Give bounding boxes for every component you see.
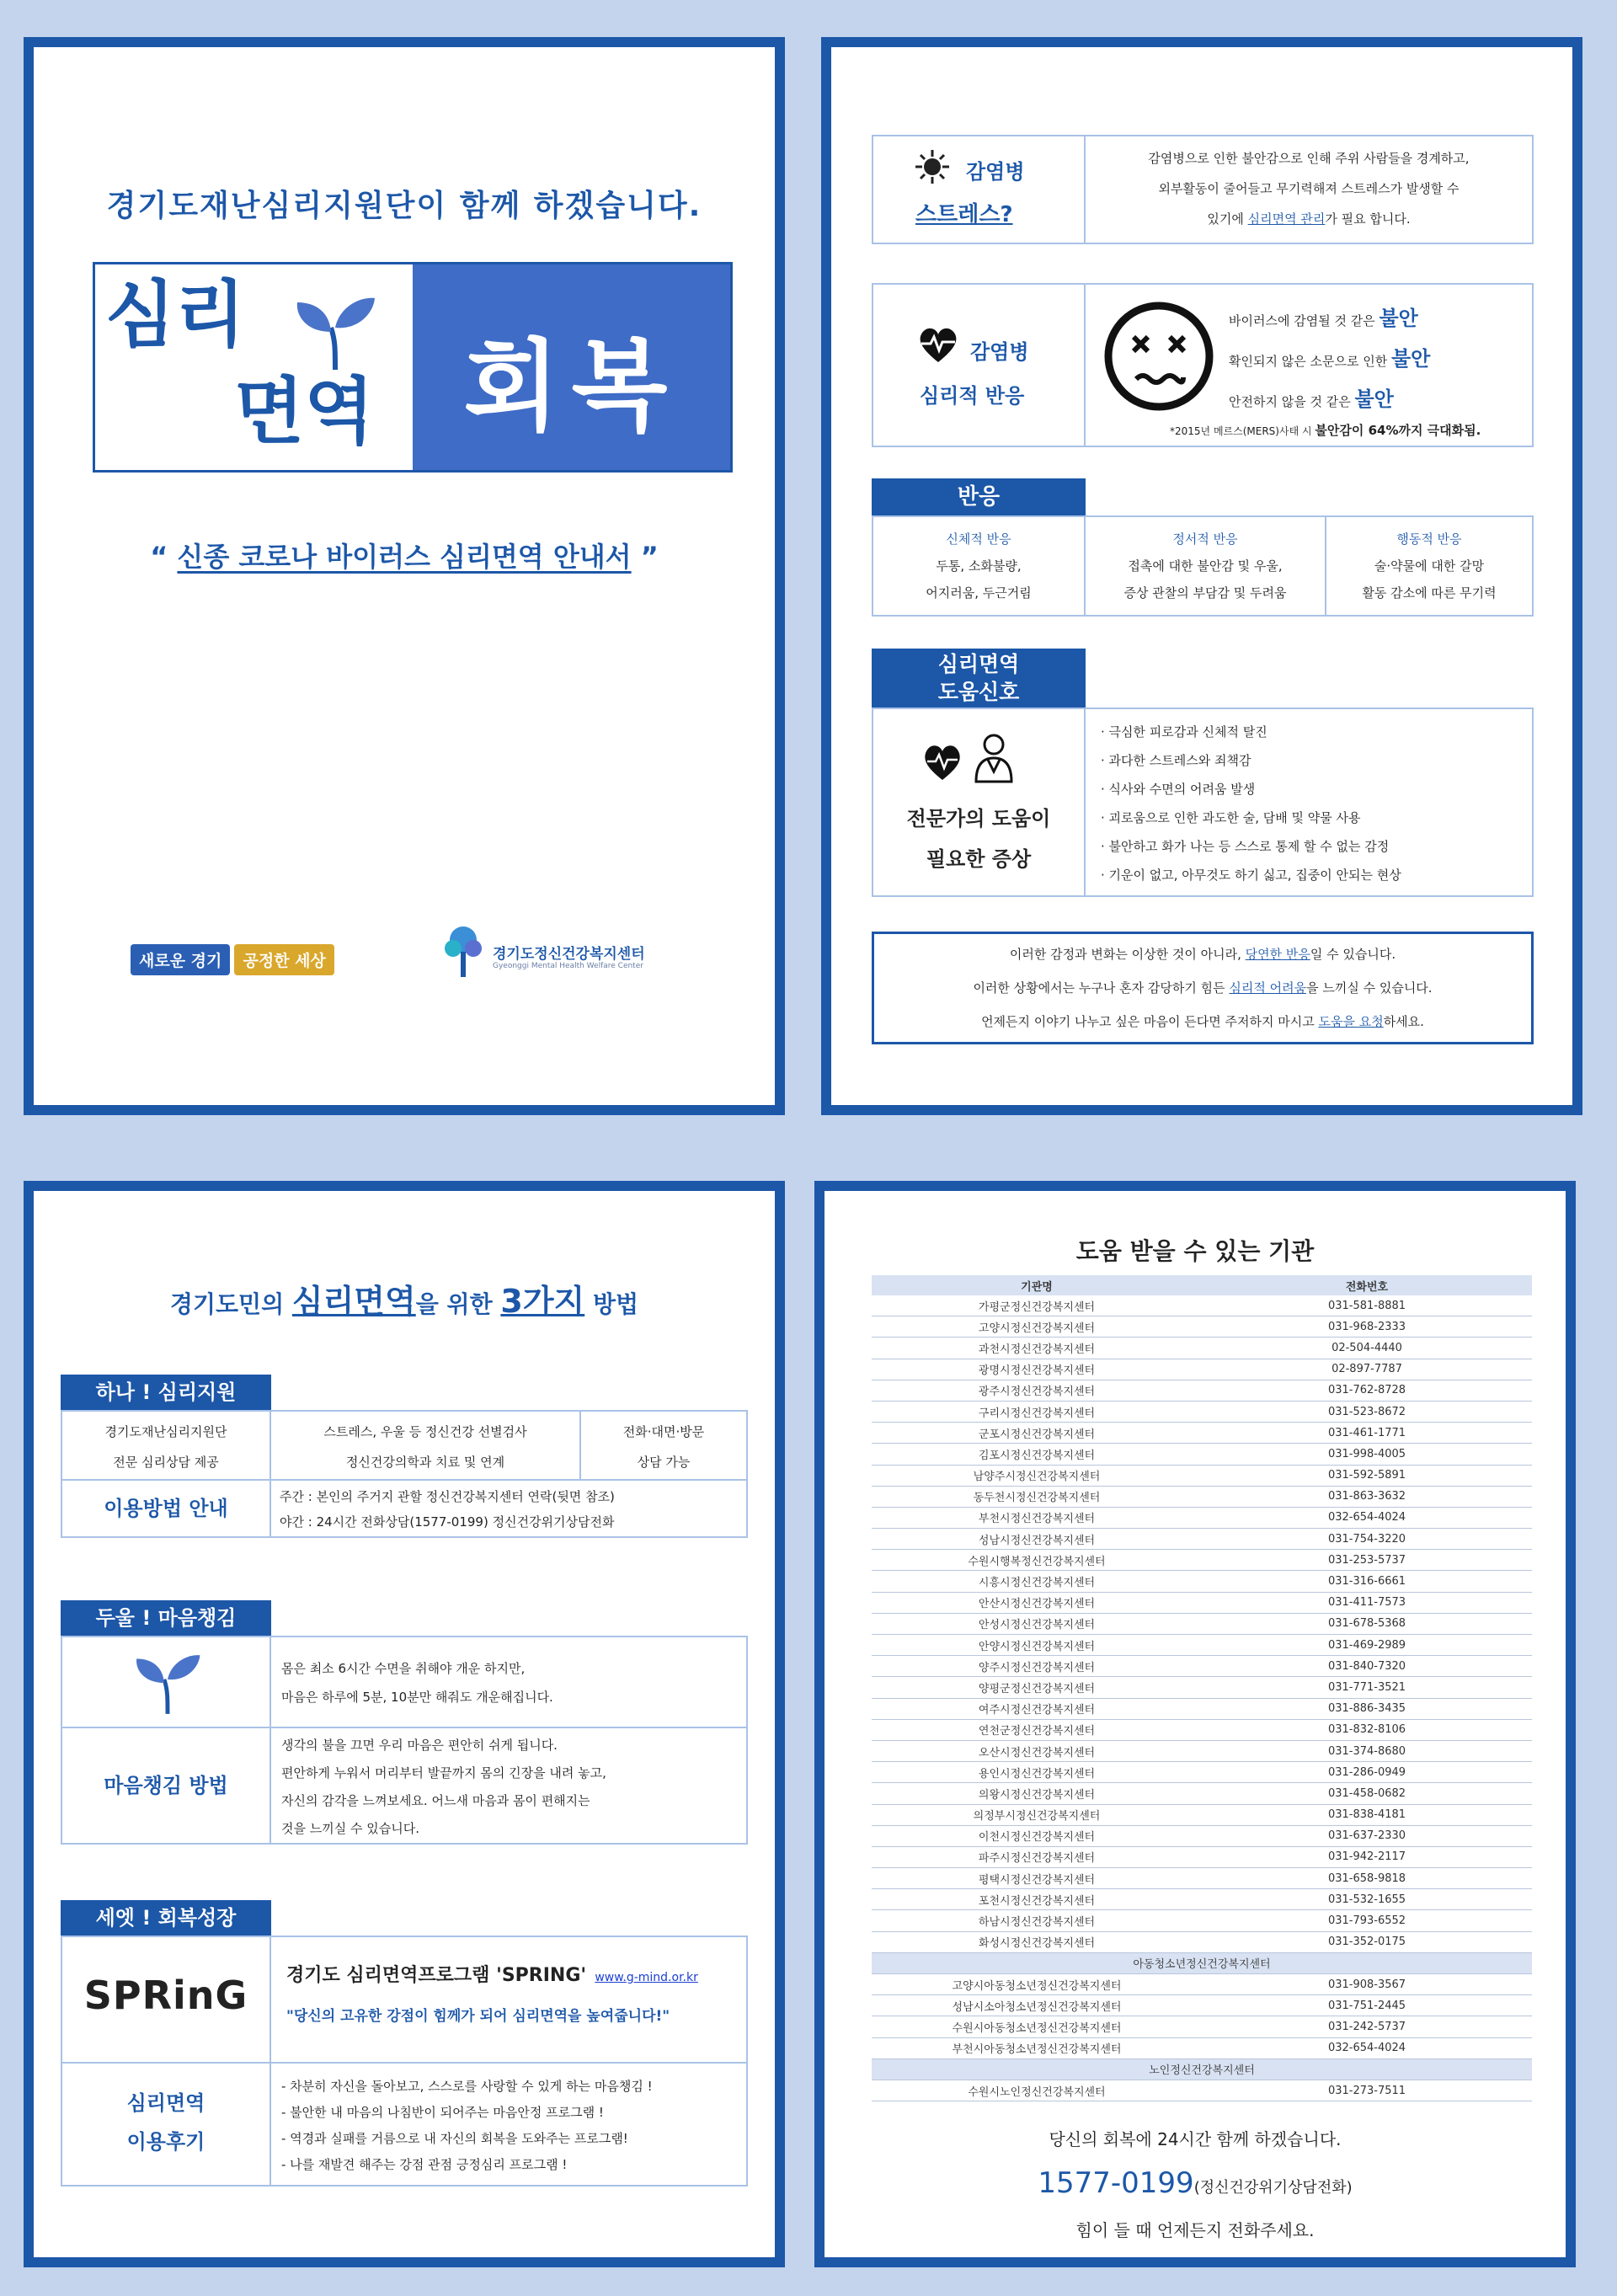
section3-header: 세엣 ! 회복성장: [61, 1900, 271, 1936]
institution-phone: 031-374-8680: [1202, 1740, 1532, 1761]
institution-name: 수원시노인정신건강복지센터: [872, 2080, 1202, 2101]
cover-subtitle-line: [34, 536, 775, 574]
anxiety-2a: 확인되지 않은 소문으로 인한: [1229, 354, 1391, 369]
institution-name: 성남시소아청소년정신건강복지센터: [872, 1995, 1202, 2016]
closing-box: [872, 932, 1534, 1044]
cover-panel: [24, 37, 785, 1115]
sec1-usage-2: 야간 : 24시간 전화상담(1577-0199) 정신건강위기상담전화: [280, 1514, 615, 1530]
institution-phone: 031-886-3435: [1202, 1698, 1532, 1719]
institution-phone: 031-863-3632: [1202, 1486, 1532, 1507]
institution-name: 여주시정신건강복지센터: [872, 1698, 1202, 1719]
closing-2b: 심리적 어려움: [1229, 980, 1307, 996]
sec2-method-1: 생각의 불을 끄면 우리 마음은 편안히 쉬게 됩니다.: [281, 1738, 558, 1753]
table-row: [872, 1825, 1532, 1846]
table-subheader-row: [872, 2058, 1532, 2080]
section2-header: 두울 ! 마음챙김: [61, 1600, 271, 1636]
center-logo-sub: Gyeonggi Mental Health Welfare Center: [493, 962, 643, 970]
institution-name: 수원시행복정신건강복지센터: [872, 1550, 1202, 1571]
review-list: [270, 2062, 748, 2187]
tree-logo-icon: [438, 923, 488, 982]
institution-phone: 031-658-9818: [1202, 1868, 1532, 1889]
institution-phone: 031-751-2445: [1202, 1995, 1532, 2016]
virus-icon: [914, 148, 951, 185]
expert-2: 필요한 증상: [926, 847, 1032, 871]
table-row: [872, 1677, 1532, 1698]
sec1-c1-1: 경기도재난심리지원단: [104, 1424, 227, 1439]
institution-phone: 031-998-4005: [1202, 1444, 1532, 1465]
signal-list: [1084, 707, 1534, 897]
institution-name: 의정부시정신건강복지센터: [872, 1804, 1202, 1825]
institution-name: 시흥시정신건강복지센터: [872, 1571, 1202, 1592]
institution-name: 과천시정신건강복지센터: [872, 1338, 1202, 1359]
cover-headline: 경기도재난심리지원단이 함께 하겠습니다.: [106, 189, 702, 223]
spring-logo-cell: [61, 1936, 271, 2064]
col-name-header: 기관명: [872, 1275, 1202, 1295]
program-quote: "당신의 고유한 강점이 힘께가 되어 심리면역을 높여줍니다!": [286, 2008, 670, 2025]
anxiety-1a: 바이러스에 감염될 것 같은: [1229, 313, 1380, 328]
institution-name: 포천시정신건강복지센터: [872, 1889, 1202, 1910]
table-header-row: [872, 1275, 1532, 1295]
sec1-c3-2: 상담 가능: [637, 1455, 691, 1470]
institution-name: 양평군정신건강복지센터: [872, 1677, 1202, 1698]
stress-text-3a: 있기에: [1207, 211, 1248, 227]
institution-name: 안성시정신건강복지센터: [872, 1613, 1202, 1634]
sec1-cell-3: [579, 1410, 748, 1481]
table-row: [872, 1486, 1532, 1507]
stress-text-3c: 가 필요 합니다.: [1325, 211, 1411, 227]
reactions-panel: [821, 37, 1582, 1115]
logo-part-1: 새로운 경기: [131, 944, 230, 975]
reaction-label-2: 심리적 반응: [920, 384, 1025, 408]
institution-phone: 031-942-2117: [1202, 1846, 1532, 1867]
institution-phone: 032-654-4024: [1202, 1507, 1532, 1528]
table-row: [872, 1338, 1532, 1359]
sec1-c2-2: 정신건강의학과 치료 및 연계: [345, 1455, 505, 1470]
col-phone-header: 전화번호: [1202, 1275, 1532, 1295]
signal-header-2: 도움신호: [937, 680, 1020, 704]
table-row: [872, 1910, 1532, 1931]
stress-label-2: 스트레스?: [915, 202, 1013, 227]
table-row: [872, 1868, 1532, 1889]
institution-phone: 031-762-8728: [1202, 1380, 1532, 1401]
signal-item: · 과다한 스트레스와 죄책감: [1101, 753, 1251, 768]
expert-cell: [872, 707, 1086, 897]
anxiety-note: [1170, 421, 1481, 439]
institution-phone: 02-504-4440: [1202, 1338, 1532, 1359]
institution-phone: 031-793-6552: [1202, 1910, 1532, 1931]
table-row: [872, 1444, 1532, 1465]
closing-2a: 이러한 상황에서는 누구나 혼자 감당하기 힘든: [973, 980, 1230, 996]
behavioral-title: 행동적 반응: [1396, 531, 1462, 547]
closing-line-2: [874, 971, 1531, 1005]
heartbeat-icon: [917, 325, 959, 364]
closing-3b: 도움을 요청: [1318, 1014, 1384, 1029]
institution-name: 오산시정신건강복지센터: [872, 1740, 1202, 1761]
sec2-text-1: 몸은 최소 6시간 수면을 취해야 개운 하지만,: [281, 1661, 526, 1676]
review-label: [61, 2062, 271, 2187]
program-cell: [270, 1936, 748, 2064]
institution-name: 광주시정신건강복지센터: [872, 1380, 1202, 1401]
table-row: [872, 1359, 1532, 1380]
hotline-number[interactable]: 1577-0199: [1038, 2166, 1194, 2200]
emotional-title: 정서적 반응: [1172, 531, 1238, 547]
physical-title: 신체적 반응: [946, 531, 1011, 547]
institution-phone: 031-316-6661: [1202, 1571, 1532, 1592]
signal-item: · 괴로움으로 인한 과도한 술, 담배 및 약물 사용: [1101, 810, 1361, 825]
institution-phone: 031-968-2333: [1202, 1316, 1532, 1338]
table-row: [872, 1698, 1532, 1719]
reaction-label-1: 감염병: [970, 340, 1029, 364]
institution-phone: 031-838-4181: [1202, 1804, 1532, 1825]
institution-phone: 031-908-3567: [1202, 1974, 1532, 1995]
table-row: [872, 1401, 1532, 1422]
institution-phone: 031-532-1655: [1202, 1889, 1532, 1910]
behavioral-2: 활동 감소에 따른 무기력: [1362, 585, 1497, 601]
institution-phone: 031-592-5891: [1202, 1465, 1532, 1486]
anxiety-line-3: [1229, 382, 1394, 412]
institution-name: 이천시정신건강복지센터: [872, 1825, 1202, 1846]
institution-name: 안산시정신건강복지센터: [872, 1592, 1202, 1613]
table-row: [872, 1931, 1532, 1952]
sec2-text-cell: [270, 1636, 748, 1728]
reaction-header: 반응: [872, 478, 1086, 515]
table-row: [872, 1656, 1532, 1677]
institution-phone: 031-523-8672: [1202, 1401, 1532, 1422]
behavioral-1: 술·약물에 대한 갈망: [1374, 558, 1485, 574]
stress-text-3b: 심리면역 관리: [1247, 211, 1326, 227]
closing-line-1: [874, 937, 1531, 971]
institution-phone: 031-840-7320: [1202, 1656, 1532, 1677]
signal-header: [872, 649, 1086, 707]
review-label-2: 이용후기: [126, 2130, 205, 2154]
institution-name: 남양주시정신건강복지센터: [872, 1465, 1202, 1486]
sec1-c1-2: 전문 심리상담 제공: [113, 1455, 219, 1470]
sec1-usage-text: [270, 1479, 748, 1538]
methods-title-d: 3가지: [500, 1283, 585, 1320]
institution-phone: 031-242-5737: [1202, 2016, 1532, 2037]
logo-part-2: 공정한 세상: [234, 944, 334, 975]
sec1-c2-1: 스트레스, 우울 등 정신건강 선별검사: [323, 1424, 527, 1439]
institution-rows: [872, 1295, 1532, 2101]
closing-1b: 당연한 반응: [1245, 947, 1310, 962]
table-row: [872, 2016, 1532, 2037]
review-item: - 차분히 자신을 돌아보고, 스스로를 사랑할 수 있게 하는 마음챙김 !: [281, 2079, 653, 2094]
table-row: [872, 1889, 1532, 1910]
institution-phone: 031-352-0175: [1202, 1931, 1532, 1952]
stress-text-cell: [1084, 135, 1534, 244]
institution-name: 하남시정신건강복지센터: [872, 1910, 1202, 1931]
institution-name: 구리시정신건강복지센터: [872, 1401, 1202, 1422]
anxiety-1b: 불안: [1379, 307, 1418, 330]
institution-name: 의왕시정신건강복지센터: [872, 1783, 1202, 1804]
institution-name: 수원시아동청소년정신건강복지센터: [872, 2016, 1202, 2037]
physical-cell: [872, 515, 1086, 617]
table-row: [872, 1465, 1532, 1486]
table-row: [872, 1635, 1532, 1656]
table-row: [872, 1740, 1532, 1761]
table-row: [872, 1995, 1532, 2016]
institution-phone: 031-253-5737: [1202, 1550, 1532, 1571]
signal-item: · 기운이 없고, 아무것도 하기 싫고, 집중이 안되는 현상: [1101, 868, 1401, 883]
table-row: [872, 1316, 1532, 1338]
table-row: [872, 1846, 1532, 1867]
behavioral-cell: [1325, 515, 1534, 617]
program-line: [286, 1961, 746, 1987]
program-url[interactable]: www.g-mind.or.kr: [595, 1971, 698, 1984]
table-row: [872, 1719, 1532, 1740]
stress-label-cell: [872, 135, 1086, 244]
methods-title: [34, 1275, 775, 1322]
signal-item: · 극심한 피로감과 신체적 탈진: [1101, 724, 1267, 740]
table-row: [872, 1295, 1532, 1316]
sec2-method-label: 마음챙김 방법: [61, 1727, 271, 1845]
anxiety-note-b: 불안감이 64%까지 극대화됨.: [1315, 423, 1481, 438]
methods-title-a: 경기도민의: [169, 1290, 292, 1318]
institution-name: 평택시정신건강복지센터: [872, 1868, 1202, 1889]
methods-title-b: 심리면역: [291, 1283, 416, 1320]
institution-phone: 02-897-7787: [1202, 1359, 1532, 1380]
institution-name: 고양시정신건강복지센터: [872, 1316, 1202, 1338]
closing-1c: 일 수 있습니다.: [1310, 947, 1396, 962]
table-row: [872, 1529, 1532, 1550]
sec2-icon-cell: [61, 1636, 271, 1728]
closing-3c: 하세요.: [1383, 1014, 1424, 1029]
institution-phone: 031-286-0949: [1202, 1762, 1532, 1783]
sec1-usage-label: 이용방법 안내: [61, 1479, 271, 1538]
stress-text-3: [1086, 204, 1532, 234]
anxiety-line-2: [1229, 342, 1430, 371]
sprout-icon: [130, 1644, 205, 1722]
sec2-method-4: 것을 느끼실 수 있습니다.: [281, 1821, 419, 1836]
institution-name: 부천시아동청소년정신건강복지센터: [872, 2037, 1202, 2058]
institution-phone: 031-469-2989: [1202, 1635, 1532, 1656]
methods-panel: [24, 1181, 785, 2267]
table-row: [872, 1783, 1532, 1804]
review-item: - 나를 재발견 해주는 강점 관점 긍정심리 프로그램 !: [281, 2157, 568, 2172]
institution-phone: 031-461-1771: [1202, 1423, 1532, 1444]
title-right-half: [413, 264, 730, 470]
institution-name: 화성시정신건강복지센터: [872, 1931, 1202, 1952]
table-row: [872, 2037, 1532, 2058]
review-label-1: 심리면역: [126, 2091, 205, 2115]
anxiety-line-1: [1229, 302, 1418, 331]
anxiety-cell: [1084, 283, 1534, 447]
sec2-text-2: 마음은 하루에 5분, 10분만 해줘도 개운해집니다.: [281, 1690, 553, 1705]
closing-2c: 을 느끼실 수 있습니다.: [1306, 980, 1433, 996]
methods-title-c: 을 위한: [415, 1290, 501, 1318]
closing-1a: 이러한 감정과 변화는 이상한 것이 아니라,: [1009, 947, 1246, 962]
reaction-label-cell: [872, 283, 1086, 447]
anxiety-2b: 불안: [1390, 347, 1431, 371]
institution-name: 성남시정신건강복지센터: [872, 1529, 1202, 1550]
expert-1: 전문가의 도움이: [906, 807, 1051, 830]
title-word-1: 심리: [105, 273, 246, 357]
hotline-line: [825, 2166, 1566, 2200]
sec2-method-3: 자신의 감각을 느껴보세요. 어느새 마음과 몸이 편해지는: [281, 1793, 590, 1808]
emotional-2: 증상 관찰의 부담감 및 두려움: [1123, 585, 1287, 601]
institution-phone: 031-637-2330: [1202, 1825, 1532, 1846]
sprout-icon: [289, 290, 382, 374]
center-logo-name: 경기도정신건강복지센터: [493, 946, 645, 963]
institution-name: 연천군정신건강복지센터: [872, 1719, 1202, 1740]
institution-name: 광명시정신건강복지센터: [872, 1359, 1202, 1380]
gyeonggi-logo: [131, 944, 334, 974]
emotional-cell: [1084, 515, 1326, 617]
stress-text-2: 외부활동이 줄어들고 무기력해져 스트레스가 발생할 수: [1158, 181, 1460, 196]
table-subheader-row: [872, 1952, 1532, 1973]
institution-name: 동두천시정신건강복지센터: [872, 1486, 1202, 1507]
institution-name: 양주시정신건강복지센터: [872, 1656, 1202, 1677]
footer-line-1: 당신의 회복에 24시간 함께 하겠습니다.: [1049, 2129, 1342, 2149]
signal-item: · 불안하고 화가 나는 등 스스로 통제 할 수 없는 감정: [1101, 839, 1390, 854]
table-row: [872, 1592, 1532, 1613]
signal-header-1: 심리면역: [937, 652, 1020, 676]
worried-face-icon: [1104, 302, 1214, 411]
table-subheader: 아동청소년정신건강복지센터: [872, 1952, 1532, 1973]
sec1-c3-1: 전화·대면·방문: [622, 1424, 705, 1439]
review-item: - 불안한 내 마음의 나침반이 되어주는 마음안정 프로그램 !: [281, 2105, 604, 2120]
center-logo: [438, 923, 716, 990]
stress-text-1: 감염병으로 인한 불안감으로 인해 주위 사람들을 경계하고,: [1148, 151, 1470, 166]
spring-logo: SPRinG: [83, 1973, 248, 2018]
emotional-1: 접촉에 대한 불안감 및 우울,: [1128, 558, 1283, 574]
sec2-method-2: 편안하게 누워서 머리부터 발끝까지 몸의 긴장을 내려 놓고,: [281, 1765, 606, 1781]
title-word-3: 회복: [463, 328, 680, 445]
institution-name: 고양시아동청소년정신건강복지센터: [872, 1974, 1202, 1995]
institution-name: 용인시정신건강복지센터: [872, 1762, 1202, 1783]
table-row: [872, 1613, 1532, 1634]
table-subheader: 노인정신건강복지센터: [872, 2058, 1532, 2080]
institution-phone: 031-771-3521: [1202, 1677, 1532, 1698]
table-row: [872, 1550, 1532, 1571]
institution-phone: 031-581-8881: [1202, 1295, 1532, 1316]
table-row: [872, 1571, 1532, 1592]
stress-label-1: 감염병: [966, 160, 1025, 184]
institutions-panel: [814, 1181, 1576, 2267]
anxiety-3a: 안전하지 않을 것 같은: [1229, 394, 1355, 409]
title-word-2: 면역: [234, 370, 375, 454]
institution-phone: 031-678-5368: [1202, 1613, 1532, 1634]
cover-subtitle: 신종 코로나 바이러스 심리면역 안내서: [177, 541, 632, 573]
institution-phone: 031-411-7573: [1202, 1592, 1532, 1613]
closing-line-3: [874, 1005, 1531, 1039]
institution-table: [872, 1275, 1532, 2101]
title-left-half: [95, 264, 411, 470]
table-row: [872, 2080, 1532, 2101]
cover-title-box: [93, 262, 733, 473]
table-row: [872, 1423, 1532, 1444]
sec1-cell-1: [61, 1410, 271, 1481]
institution-name: 부천시정신건강복지센터: [872, 1507, 1202, 1528]
section1-header: 하나 ! 심리지원: [61, 1375, 271, 1410]
sec2-method-text: [270, 1727, 748, 1845]
institution-phone: 031-458-0682: [1202, 1783, 1532, 1804]
institution-name: 김포시정신건강복지센터: [872, 1444, 1202, 1465]
institution-name: 군포시정신건강복지센터: [872, 1423, 1202, 1444]
sec1-usage-1: 주간 : 본인의 주거지 관할 정신건강복지센터 연락(뒷면 참조): [280, 1489, 615, 1504]
institutions-title: 도움 받을 수 있는 기관: [1075, 1237, 1315, 1265]
closing-3a: 언제든지 이야기 나누고 싶은 마음이 든다면 주저하지 마시고: [981, 1014, 1319, 1029]
table-row: [872, 1762, 1532, 1783]
footer-line-2: 힘이 들 때 언제든지 전화주세요.: [1075, 2220, 1315, 2240]
signal-item: · 식사와 수면의 어려움 발생: [1101, 782, 1256, 797]
review-item: - 역경과 실패를 거름으로 내 자신의 회복을 도와주는 프로그램!: [281, 2131, 628, 2146]
methods-title-e: 방법: [584, 1290, 639, 1318]
anxiety-note-a: *2015년 메르스(MERS)사태 시: [1170, 425, 1315, 437]
institution-phone: 031-832-8106: [1202, 1719, 1532, 1740]
program-name: 경기도 심리면역프로그램 'SPRING': [286, 1965, 587, 1986]
institution-phone: 032-654-4024: [1202, 2037, 1532, 2058]
table-row: [872, 1974, 1532, 1995]
hotline-note: (정신건강위기상담전화): [1193, 2179, 1353, 2197]
quote-close: ”: [640, 541, 659, 573]
sec1-cell-2: [270, 1410, 581, 1481]
institution-phone: 031-273-7511: [1202, 2080, 1532, 2101]
table-row: [872, 1804, 1532, 1825]
anxiety-3b: 불안: [1354, 387, 1394, 411]
institution-phone: 031-754-3220: [1202, 1529, 1532, 1550]
institution-name: 안양시정신건강복지센터: [872, 1635, 1202, 1656]
institution-name: 가평군정신건강복지센터: [872, 1295, 1202, 1316]
institution-name: 파주시정신건강복지센터: [872, 1846, 1202, 1867]
doctor-icon: [922, 731, 1015, 783]
table-row: [872, 1507, 1532, 1528]
table-row: [872, 1380, 1532, 1401]
physical-1: 두통, 소화불량,: [936, 558, 1022, 574]
physical-2: 어지러움, 두근거림: [926, 585, 1032, 601]
quote-open: “: [150, 541, 168, 573]
